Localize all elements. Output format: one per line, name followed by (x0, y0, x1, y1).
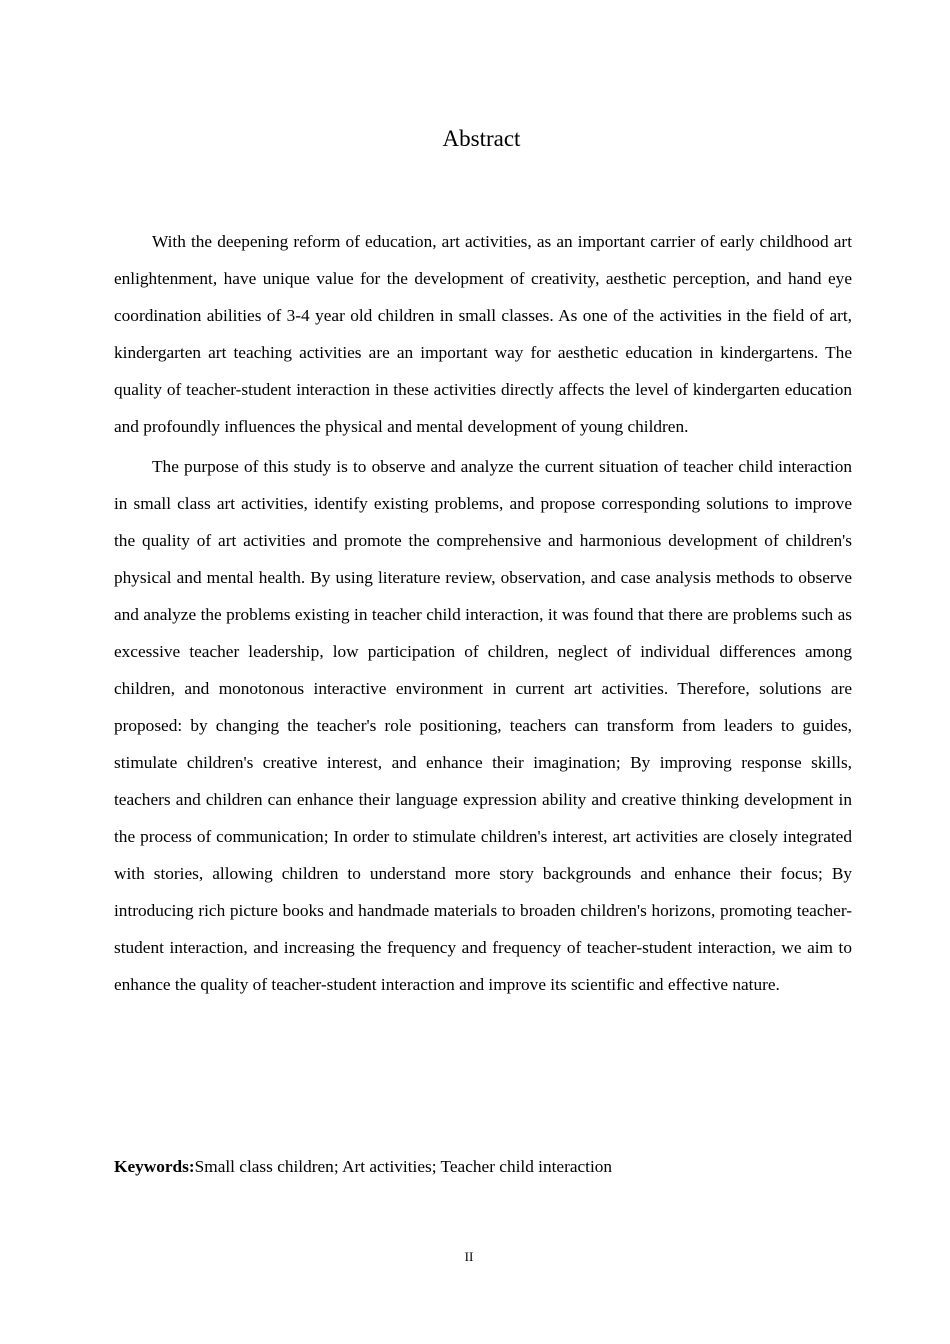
abstract-paragraph-1: With the deepening reform of education, art activities, as an important carrier of early childhood art enlightenment, have unique value for the development of creativity, aesthetic perception, and hand eye coordination abilities of 3-4 year old children in small classes. As one of the activities in the field of art, kindergarten art teaching activities are an important way for aesthetic education in kindergartens. The quality of teacher-student interaction in these activities directly affects the level of kindergarten education and profoundly influences the physical and mental development of young children. (114, 232, 852, 436)
keywords-line (114, 1152, 852, 1182)
page-number: II (464, 1249, 474, 1264)
abstract-title: Abstract (442, 126, 521, 151)
keywords-text: Small class children; Art activities; Teacher child interaction (194, 1157, 613, 1176)
keywords-label: Keywords: (114, 1157, 195, 1176)
abstract-paragraph-2: The purpose of this study is to observe and analyze the current situation of teacher child interaction in small class art activities, identify existing problems, and propose corresponding solutions to improve the quality of art activities and promote the comprehensive and harmonious development of children's physical and mental health. By using literature review, observation, and case analysis methods to observe and analyze the problems existing in teacher child interaction, it was found that there are problems such as excessive teacher leadership, low participation of children, neglect of individual differences among children, and monotonous interactive environment in current art activities. Therefore, solutions are proposed: by changing the teacher's role positioning, teachers can transform from leaders to guides, stimulate children's creative interest, and enhance their imagination; By improving response skills, teachers and children can enhance their language expression ability and creative thinking development in the process of communication; In order to stimulate children's interest, art activities are closely integrated with stories, allowing children to understand more story backgrounds and enhance their focus; By introducing rich picture books and handmade materials to broaden children's horizons, promoting teacher-student interaction, and increasing the frequency and frequency of teacher-student interaction, we aim to enhance the quality of teacher-student interaction and improve its scientific and effective nature. (114, 457, 852, 994)
abstract-body (114, 223, 852, 1003)
